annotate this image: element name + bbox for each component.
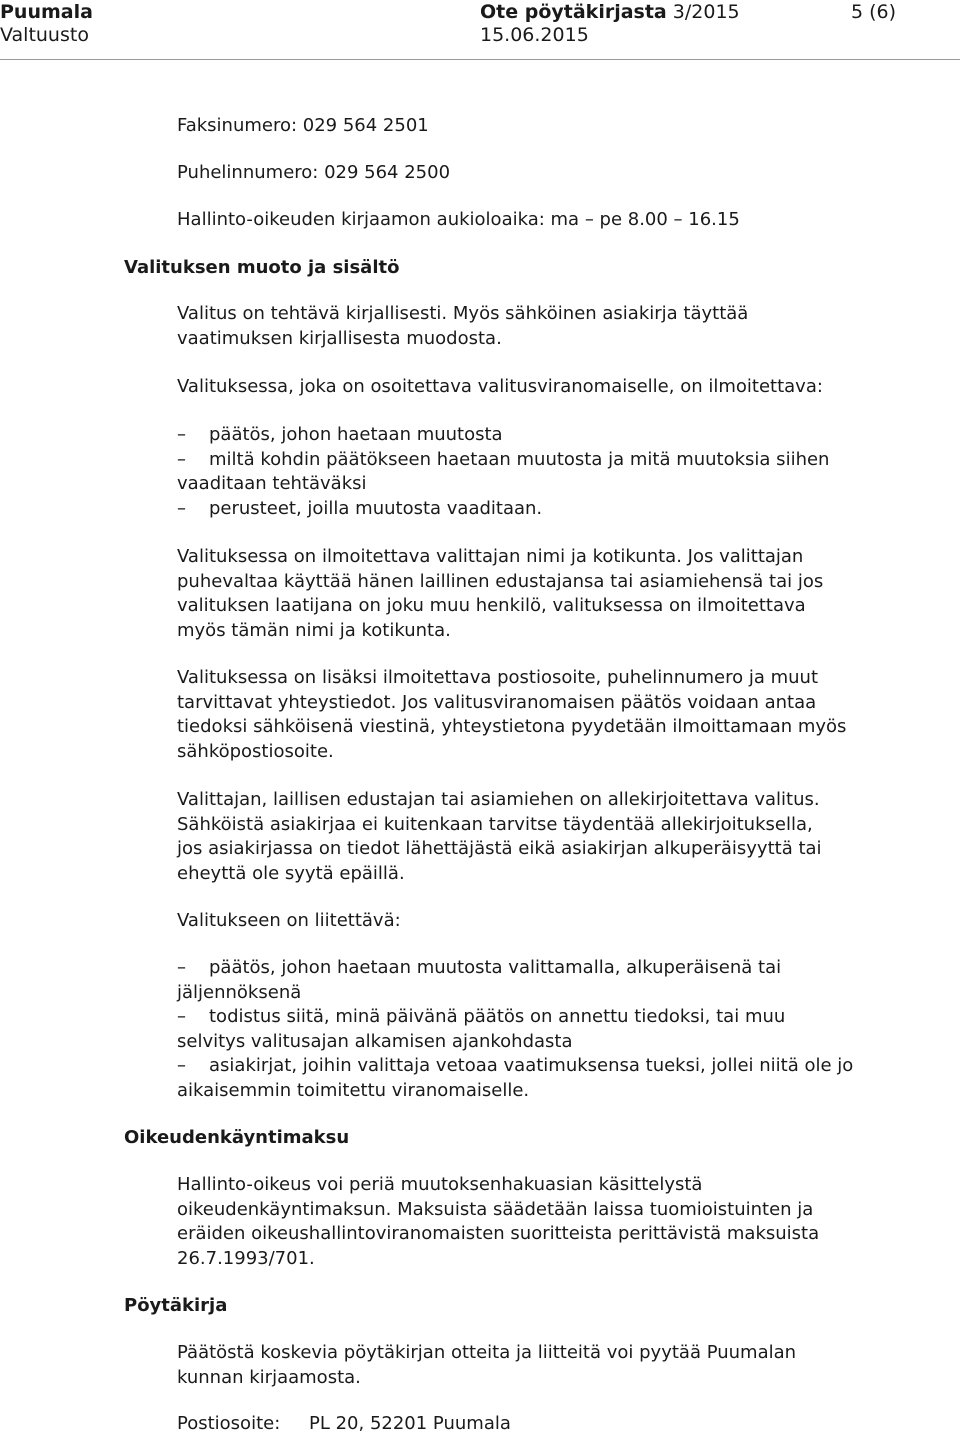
text-line: vaatimuksen kirjallisesta muodosta.: [177, 327, 502, 349]
document-title-label: Ote pöytäkirjasta: [480, 1, 667, 23]
municipality-name: Puumala: [0, 1, 93, 23]
list-item-text: päätös, johon haetaan muutosta valittamalla, alkuperäisenä tai: [209, 957, 782, 978]
list-item-text: todistus siitä, minä päivänä päätös on annettu tiedoksi, tai muu: [209, 1006, 786, 1027]
text-line: myös tämän nimi ja kotikunta.: [177, 619, 451, 641]
header-divider: [0, 59, 960, 60]
list-item-text: asiakirjat, joihin valittaja vetoaa vaatimuksensa tueksi, jollei niitä ole jo: [209, 1055, 854, 1076]
text-line: eheyttä ole syytä epäillä.: [177, 862, 405, 884]
list-item: [177, 448, 897, 473]
phone-number: Puhelinnumero: 029 564 2500: [177, 162, 451, 183]
list-item: [177, 1054, 897, 1079]
postal-address-label: Postiosoite:: [177, 1413, 281, 1434]
text-line: Valitus on tehtävä kirjallisesti. Myös sähköinen asiakirja täyttää: [177, 303, 749, 324]
dash-bullet: –: [177, 1055, 186, 1076]
text-line: oikeudenkäyntimaksun. Maksuista säädetään laissa tuomioistuinten ja: [177, 1198, 814, 1220]
text-line: Valittajan, laillisen edustajan tai asiamiehen on allekirjoitettava valitus.: [177, 789, 820, 810]
dash-bullet: –: [177, 448, 186, 470]
document-title: [480, 0, 740, 24]
text-line: Sähköistä asiakirjaa ei kuitenkaan tarvitse täydentää allekirjoituksella,: [177, 813, 813, 835]
list-item: [177, 423, 897, 448]
body-name: Valtuusto: [0, 24, 89, 46]
text-line: 26.7.1993/701.: [177, 1247, 315, 1269]
text-line: tiedoksi sähköisenä viestinä, yhteystietona pyydetään ilmoittamaan myös: [177, 716, 847, 737]
appeal-form-paragraph-1: [177, 302, 897, 351]
minutes-paragraph: [177, 1341, 897, 1390]
text-line: Valituksessa on ilmoitettava valittajan nimi ja kotikunta. Jos valittajan: [177, 546, 804, 567]
appeal-form-paragraph-2: Valituksessa, joka on osoitettava valitusviranomaiselle, on ilmoitettava:: [177, 376, 823, 397]
appeal-form-heading: Valituksen muoto ja sisältö: [124, 257, 400, 278]
text-line: Päätöstä koskevia pöytäkirjan otteita ja liitteitä voi pyytää Puumalan: [177, 1342, 797, 1363]
postal-address-value: PL 20, 52201 Puumala: [309, 1413, 511, 1434]
office-hours: Hallinto-oikeuden kirjaamon aukioloaika: ma – pe 8.00 – 16.15: [177, 209, 740, 230]
list-item: [177, 497, 897, 522]
document-number: 3/2015: [672, 1, 740, 23]
text-line: Valituksessa on lisäksi ilmoitettava postiosoite, puhelinnumero ja muut: [177, 667, 819, 688]
list-item: [177, 1005, 897, 1030]
list-item-text: perusteet, joilla muutosta vaaditaan.: [209, 497, 543, 519]
text-line: kunnan kirjaamosta.: [177, 1366, 361, 1388]
list-item-continuation: aikaisemmin toimitettu viranomaiselle.: [177, 1079, 530, 1101]
text-line: sähköpostiosoite.: [177, 740, 334, 762]
page-header: [0, 0, 960, 60]
text-line: eräiden oikeushallintoviranomaisten suoritteista perittävistä maksuista: [177, 1223, 820, 1244]
dash-bullet: –: [177, 957, 186, 978]
text-line: jos asiakirjassa on tiedot lähettäjästä eikä asiakirjan alkuperäisyyttä tai: [177, 838, 822, 859]
page-number: 5 (6): [851, 1, 897, 23]
text-line: tarvittavat yhteystiedot. Jos valitusviranomaisen päätös voidaan antaa: [177, 691, 817, 713]
dash-bullet: –: [177, 1006, 186, 1027]
postal-address: [177, 1412, 897, 1437]
list-item-text: päätös, johon haetaan muutosta: [209, 424, 503, 445]
document-date: 15.06.2015: [480, 24, 589, 46]
list-item-continuation: vaaditaan tehtäväksi: [177, 473, 367, 494]
list-item-continuation: selvitys valitusajan alkamisen ajankohdasta: [177, 1030, 573, 1052]
attachments-intro: Valitukseen on liitettävä:: [177, 910, 401, 931]
appeal-form-paragraph-5: [177, 788, 897, 886]
required-content-list: [177, 423, 897, 521]
minutes-heading: Pöytäkirja: [124, 1295, 228, 1316]
court-fee-paragraph: [177, 1173, 897, 1271]
court-fee-heading: Oikeudenkäyntimaksu: [124, 1127, 350, 1148]
text-line: puhevaltaa käyttää hänen laillinen edustajansa tai asiamiehensä tai jos: [177, 570, 824, 592]
dash-bullet: –: [177, 497, 186, 519]
list-item-continuation: jäljennöksenä: [177, 981, 302, 1003]
text-line: Hallinto-oikeus voi periä muutoksenhakuasian käsittelystä: [177, 1174, 703, 1195]
appeal-form-paragraph-4: [177, 666, 897, 764]
list-item: [177, 956, 897, 981]
attachments-list: [177, 956, 897, 1103]
fax-number: Faksinumero: 029 564 2501: [177, 115, 429, 136]
appeal-form-paragraph-3: [177, 545, 897, 643]
list-item-text: miltä kohdin päätökseen haetaan muutosta ja mitä muutoksia siihen: [209, 448, 830, 470]
dash-bullet: –: [177, 424, 186, 445]
text-line: valituksen laatijana on joku muu henkilö, valituksessa on ilmoitettava: [177, 595, 806, 616]
